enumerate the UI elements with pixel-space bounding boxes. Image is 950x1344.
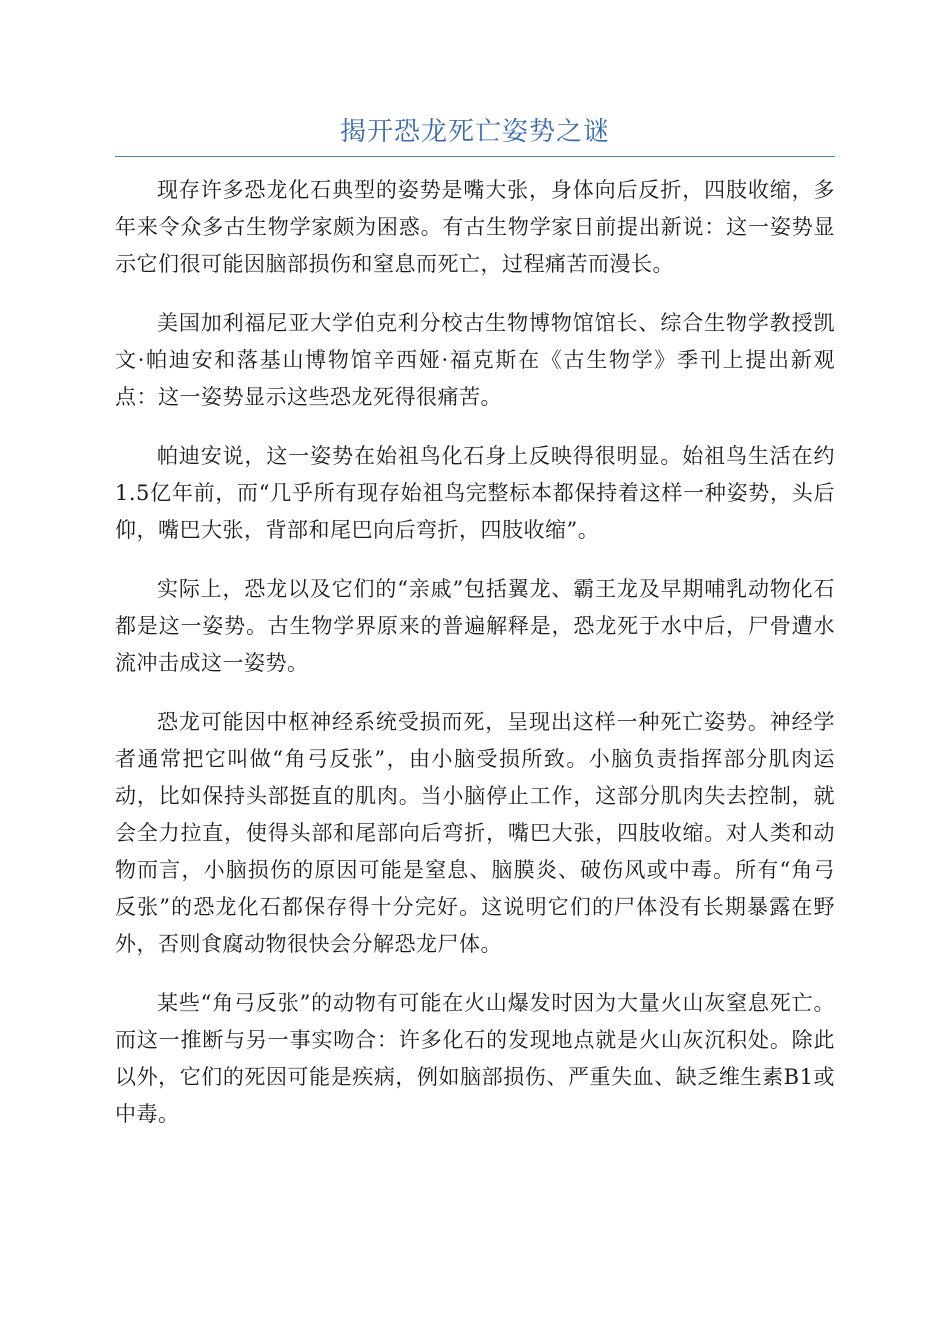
paragraph-6: 某些“角弓反张”的动物有可能在火山爆发时因为大量火山灰窒息死亡。而这一推断与另一事实吻合：许多化石的发现地点就是火山灰沉积处。除此以外，它们的死因可能是疾病，例如脑部损伤、严重失血、缺乏维生素B1或中毒。 [115,991,835,1126]
paragraph-1: 现存许多恐龙化石典型的姿势是嘴大张，身体向后反折，四肢收缩，多年来令众多古生物学家颇为困惑。有古生物学家日前提出新说：这一姿势显示它们很可能因脑部损伤和窒息而死亡，过程痛苦而漫长。 [115,178,835,276]
title-block [115,112,835,157]
paragraph-3: 帕迪安说，这一姿势在始祖鸟化石身上反映得很明显。始祖鸟生活在约1.5亿年前，而“几乎所有现存始祖鸟完整标本都保持着这样一种姿势，头后仰，嘴巴大张，背部和尾巴向后弯折，四肢收缩”。 [115,444,835,542]
paragraph-4: 实际上，恐龙以及它们的“亲戚”包括翼龙、霸王龙及早期哺乳动物化石都是这一姿势。古生物学界原来的普遍解释是，恐龙死于水中后，尸骨遭水流冲击成这一姿势。 [115,577,835,675]
article-body [115,172,835,1155]
paragraph-5: 恐龙可能因中枢神经系统受损而死，呈现出这样一种死亡姿势。神经学者通常把它叫做“角弓反张”，由小脑受损所致。小脑负责指挥部分肌肉运动，比如保持头部挺直的肌肉。当小脑停止工作，这部分肌肉失去控制，就会全力拉直，使得头部和尾部向后弯折，嘴巴大张，四肢收缩。对人类和动物而言，小脑损伤的原因可能是窒息、脑膜炎、破伤风或中毒。所有“角弓反张”的恐龙化石都保存得十分完好。这说明它们的尸体没有长期暴露在野外，否则食腐动物很快会分解恐龙尸体。 [115,710,835,956]
document-title: 揭开恐龙死亡姿势之谜 [339,117,610,147]
paragraph-2: 美国加利福尼亚大学伯克利分校古生物博物馆馆长、综合生物学教授凯文·帕迪安和落基山博物馆辛西娅·福克斯在《古生物学》季刊上提出新观点：这一姿势显示这些恐龙死得很痛苦。 [115,311,835,409]
